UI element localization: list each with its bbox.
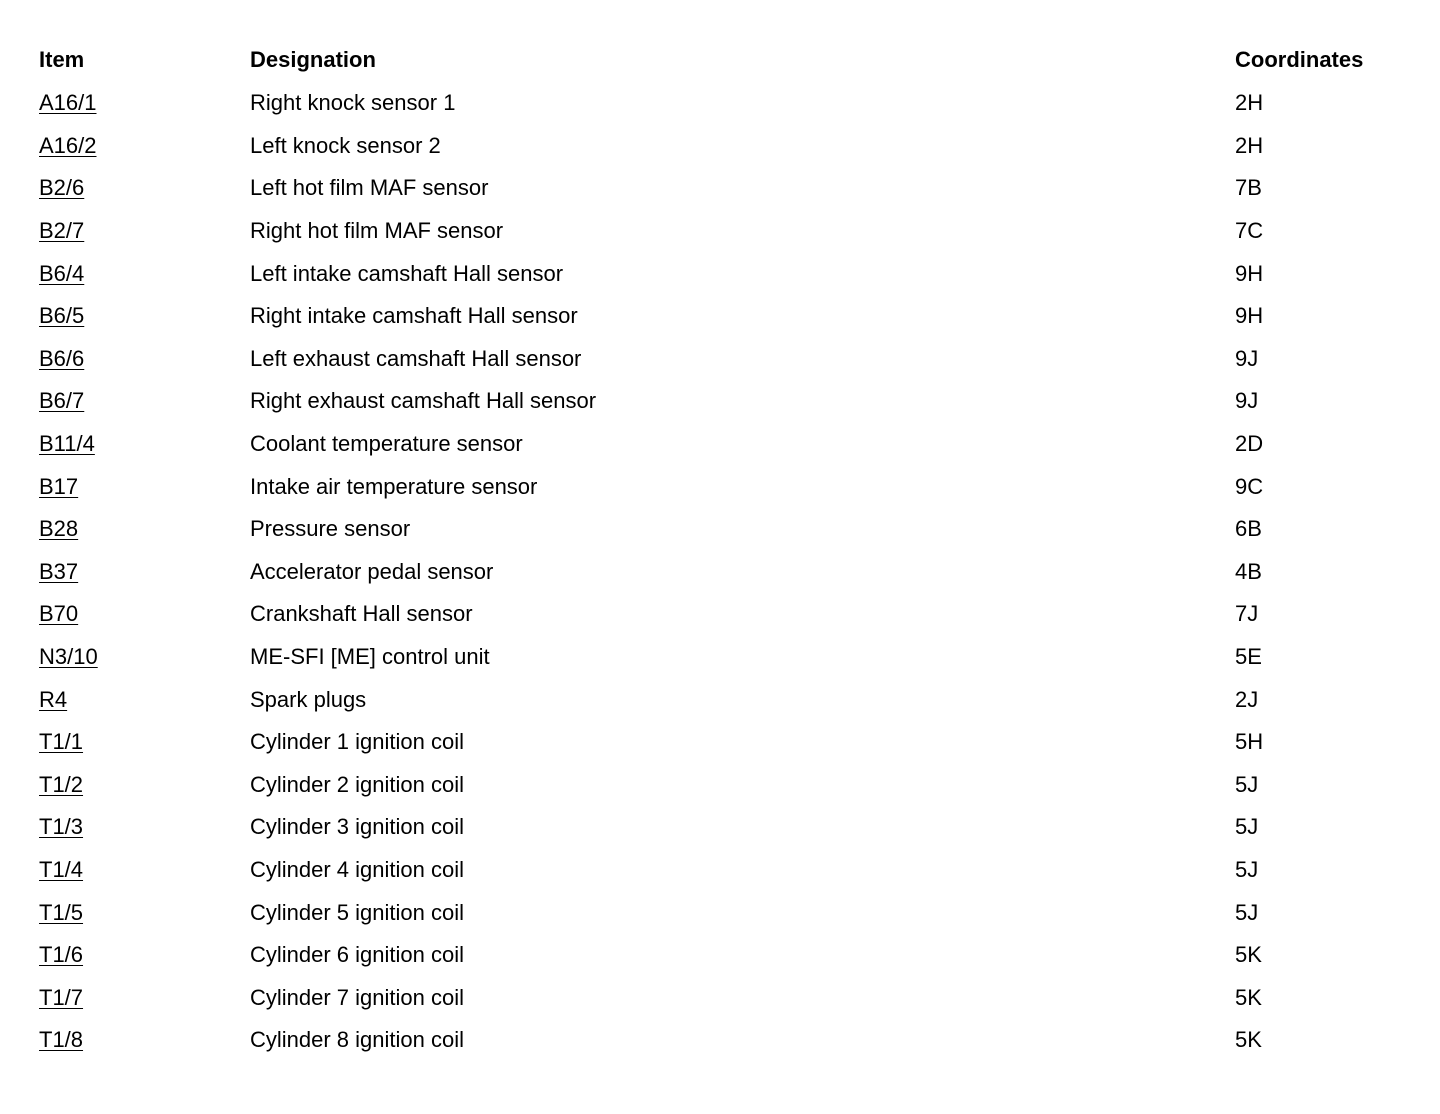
table-row — [39, 380, 1399, 423]
coordinates-cell: 2H — [1235, 132, 1264, 158]
item-link[interactable]: N3/10 — [39, 644, 98, 670]
header-row — [39, 38, 1399, 82]
item-cell — [39, 295, 250, 338]
table-row — [39, 252, 1399, 295]
designation-cell: Right exhaust camshaft Hall sensor — [250, 388, 597, 414]
item-cell — [39, 551, 250, 594]
item-cell — [39, 976, 250, 1019]
item-link[interactable]: R4 — [39, 686, 68, 712]
designation-cell: Cylinder 6 ignition coil — [250, 942, 464, 968]
designation-cell: Cylinder 8 ignition coil — [250, 1027, 464, 1053]
coordinates-cell: 5H — [1235, 729, 1264, 755]
table-row — [39, 338, 1399, 381]
item-cell — [39, 210, 250, 253]
item-cell — [39, 125, 250, 168]
item-link[interactable]: A16/2 — [39, 132, 97, 158]
designation-cell: Left knock sensor 2 — [250, 132, 441, 158]
coordinates-cell: 2H — [1235, 90, 1264, 116]
coordinates-cell: 9C — [1235, 473, 1264, 499]
item-cell — [39, 934, 250, 977]
table-row — [39, 891, 1399, 934]
table-row — [39, 167, 1399, 210]
table-row — [39, 593, 1399, 636]
designation-cell: ME-SFI [ME] control unit — [250, 644, 490, 670]
item-link[interactable]: T1/7 — [39, 984, 84, 1010]
table-row — [39, 82, 1399, 125]
table-row — [39, 125, 1399, 168]
item-cell — [39, 380, 250, 423]
item-link[interactable]: T1/5 — [39, 899, 84, 925]
designation-cell: Accelerator pedal sensor — [250, 558, 494, 584]
item-link[interactable]: T1/4 — [39, 856, 84, 882]
item-cell — [39, 1019, 250, 1062]
item-cell — [39, 593, 250, 636]
item-link[interactable]: B37 — [39, 558, 79, 584]
table-row — [39, 551, 1399, 594]
item-link[interactable]: B11/4 — [39, 431, 95, 457]
table-row — [39, 976, 1399, 1019]
table-row — [39, 721, 1399, 764]
table-row — [39, 636, 1399, 679]
table-body — [39, 82, 1399, 1062]
designation-cell: Right intake camshaft Hall sensor — [250, 303, 578, 329]
item-link[interactable]: A16/1 — [39, 90, 97, 116]
item-cell — [39, 849, 250, 892]
item-link[interactable]: T1/8 — [39, 1027, 84, 1053]
table-row — [39, 764, 1399, 807]
coordinates-cell: 5K — [1235, 1027, 1262, 1053]
item-cell — [39, 82, 250, 125]
item-link[interactable]: B6/6 — [39, 345, 85, 371]
coordinates-cell: 7J — [1235, 601, 1259, 627]
designation-cell: Cylinder 5 ignition coil — [250, 899, 464, 925]
designation-cell: Cylinder 2 ignition coil — [250, 771, 464, 797]
item-link[interactable]: B6/5 — [39, 303, 85, 329]
item-cell — [39, 891, 250, 934]
coordinates-cell: 2J — [1235, 686, 1259, 712]
coordinates-cell: 5K — [1235, 984, 1262, 1010]
item-cell — [39, 678, 250, 721]
coordinates-cell: 5J — [1235, 856, 1259, 882]
item-link[interactable]: T1/1 — [39, 729, 84, 755]
table-row — [39, 1019, 1399, 1062]
designation-cell: Crankshaft Hall sensor — [250, 601, 473, 627]
designation-cell: Right knock sensor 1 — [250, 90, 456, 116]
item-link[interactable]: B6/7 — [39, 388, 85, 414]
table-row — [39, 423, 1399, 466]
coordinates-cell: 5J — [1235, 771, 1259, 797]
table-row — [39, 210, 1399, 253]
designation-cell: Cylinder 3 ignition coil — [250, 814, 464, 840]
coordinates-cell: 9H — [1235, 260, 1264, 286]
coordinates-cell: 7B — [1235, 175, 1262, 201]
item-link[interactable]: T1/2 — [39, 771, 84, 797]
item-link[interactable]: B6/4 — [39, 260, 85, 286]
table-row — [39, 295, 1399, 338]
item-cell — [39, 465, 250, 508]
coordinates-cell: 9H — [1235, 303, 1264, 329]
item-link[interactable]: B2/6 — [39, 175, 85, 201]
designation-cell: Coolant temperature sensor — [250, 431, 523, 457]
designation-cell: Pressure sensor — [250, 516, 411, 542]
coordinates-cell: 5K — [1235, 942, 1262, 968]
coordinates-cell: 9J — [1235, 345, 1259, 371]
coordinates-cell: 5J — [1235, 899, 1259, 925]
item-link[interactable]: B17 — [39, 473, 79, 499]
item-link[interactable]: B2/7 — [39, 218, 85, 244]
item-cell — [39, 167, 250, 210]
designation-cell: Left hot film MAF sensor — [250, 175, 489, 201]
designation-cell: Left exhaust camshaft Hall sensor — [250, 345, 582, 371]
coordinates-cell: 7C — [1235, 218, 1264, 244]
table-row — [39, 508, 1399, 551]
table-row — [39, 806, 1399, 849]
item-link[interactable]: B70 — [39, 601, 79, 627]
table-row — [39, 678, 1399, 721]
item-cell — [39, 636, 250, 679]
item-cell — [39, 508, 250, 551]
coordinates-cell: 6B — [1235, 516, 1262, 542]
item-cell — [39, 252, 250, 295]
item-cell — [39, 764, 250, 807]
component-legend-table — [39, 38, 1399, 1062]
item-link[interactable]: B28 — [39, 516, 79, 542]
header-coordinates: Coordinates — [1235, 47, 1364, 72]
coordinates-cell: 9J — [1235, 388, 1259, 414]
item-link[interactable]: T1/6 — [39, 942, 84, 968]
designation-cell: Cylinder 7 ignition coil — [250, 984, 464, 1010]
table-header — [39, 38, 1399, 82]
designation-cell: Intake air temperature sensor — [250, 473, 538, 499]
designation-cell: Spark plugs — [250, 686, 367, 712]
table-row — [39, 465, 1399, 508]
item-cell — [39, 423, 250, 466]
header-item: Item — [39, 47, 85, 72]
designation-cell: Cylinder 1 ignition coil — [250, 729, 464, 755]
designation-cell: Left intake camshaft Hall sensor — [250, 260, 564, 286]
header-designation: Designation — [250, 47, 376, 72]
item-cell — [39, 338, 250, 381]
item-cell — [39, 806, 250, 849]
coordinates-cell: 2D — [1235, 431, 1264, 457]
designation-cell: Right hot film MAF sensor — [250, 218, 504, 244]
item-cell — [39, 721, 250, 764]
table-row — [39, 849, 1399, 892]
table-row — [39, 934, 1399, 977]
coordinates-cell: 5J — [1235, 814, 1259, 840]
designation-cell: Cylinder 4 ignition coil — [250, 856, 464, 882]
coordinates-cell: 5E — [1235, 644, 1262, 670]
item-link[interactable]: T1/3 — [39, 814, 84, 840]
coordinates-cell: 4B — [1235, 558, 1262, 584]
